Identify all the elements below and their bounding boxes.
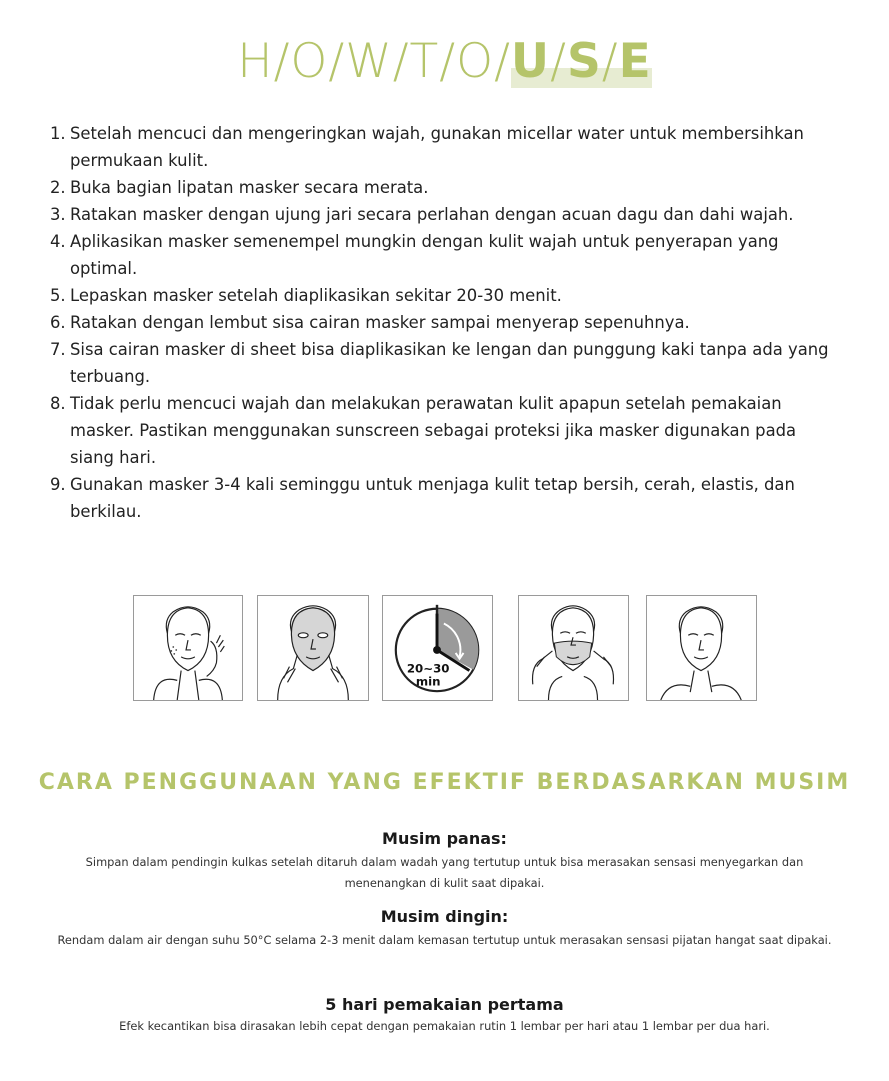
step-item	[50, 228, 840, 282]
season-description: Rendam dalam air dengan suhu 50°C selama 2-3 menit dalam kemasan tertutup untuk merasakan sensasi pijatan hangat saat dipakai.	[57, 933, 832, 947]
clean-face-icon	[647, 596, 756, 700]
peel-mask-icon	[519, 596, 628, 700]
step-number: 7.	[50, 340, 66, 359]
step-item	[50, 390, 840, 471]
step-number: 4.	[50, 232, 66, 251]
step-text: Gunakan masker 3-4 kali seminggu untuk menjaga kulit tetap bersih, cerah, elastis, dan berkilau.	[70, 475, 795, 521]
season-section-title: CARA PENGGUNAAN YANG EFEKTIF BERDASARKAN MUSIM	[38, 770, 851, 795]
step-number: 8.	[50, 394, 66, 413]
title-slash: /	[601, 34, 619, 89]
title-slash: /	[550, 34, 567, 89]
remove-mask-illustration	[518, 595, 629, 701]
instruction-list	[50, 120, 840, 525]
season-first-five-days	[0, 995, 889, 1037]
step-number: 5.	[50, 286, 66, 305]
timer-duration-label: 20~30	[406, 661, 450, 676]
face-icon	[134, 596, 242, 700]
title-letter-s: S	[566, 34, 602, 89]
clock-icon	[383, 596, 492, 700]
step-item	[50, 120, 840, 174]
step-number: 2.	[50, 178, 66, 197]
step-text: Tidak perlu mencuci wajah dan melakukan perawatan kulit apapun setelah pemakaian masker. Pastikan menggunakan sunscreen sebagai proteksi jika masker digunakan pada siang hari.	[70, 394, 797, 467]
season-description: Simpan dalam pendingin kulkas setelah ditaruh dalam wadah yang tertutup untuk bisa merasakan sensasi menyegarkan dan menenangkan di kulit saat dipakai.	[85, 855, 804, 890]
mask-face-icon	[258, 596, 368, 700]
step-item	[50, 471, 840, 525]
season-winter	[0, 907, 889, 951]
step-item	[50, 201, 840, 228]
step-text: Buka bagian lipatan masker secara merata.	[70, 178, 429, 197]
apply-mask-illustration	[257, 595, 369, 701]
face-cleansing-illustration	[133, 595, 243, 701]
step-text: Ratakan dengan lembut sisa cairan masker sampai menyerap sepenuhnya.	[70, 313, 690, 332]
title-highlight-part	[511, 34, 652, 89]
illustration-strip	[0, 595, 889, 703]
step-text: Ratakan masker dengan ujung jari secara perlahan dengan acuan dagu dan dahi wajah.	[70, 205, 794, 224]
season-title: Musim panas:	[382, 829, 507, 848]
step-text: Setelah mencuci dan mengeringkan wajah, gunakan micellar water untuk membersihkan permukaan kulit.	[70, 124, 804, 170]
season-title: Musim dingin:	[380, 907, 509, 926]
page-title	[0, 34, 889, 89]
step-text: Sisa cairan masker di sheet bisa diaplikasikan ke lengan dan punggung kaki tanpa ada yang terbuang.	[70, 340, 829, 386]
title-letter-e: E	[618, 34, 652, 89]
season-title: 5 hari pemakaian pertama	[325, 995, 564, 1014]
step-item	[50, 282, 840, 309]
step-number: 3.	[50, 205, 66, 224]
title-light-part: H/O/W/T/O/	[237, 34, 511, 89]
step-item	[50, 309, 840, 336]
step-text: Aplikasikan masker semenempel mungkin dengan kulit wajah untuk penyerapan yang optimal.	[70, 232, 779, 278]
step-text: Lepaskan masker setelah diaplikasikan sekitar 20-30 menit.	[70, 286, 562, 305]
result-face-illustration	[646, 595, 757, 701]
step-number: 9.	[50, 475, 66, 494]
title-letter-u: U	[510, 34, 551, 89]
season-description: Efek kecantikan bisa dirasakan lebih cepat dengan pemakaian rutin 1 lembar per hari atau 1 lembar per dua hari.	[119, 1019, 770, 1033]
step-number: 6.	[50, 313, 66, 332]
timer-illustration	[382, 595, 493, 701]
season-summer	[0, 829, 889, 894]
step-number: 1.	[50, 124, 66, 143]
step-item	[50, 336, 840, 390]
timer-unit-label: min	[415, 674, 441, 689]
step-item	[50, 174, 840, 201]
